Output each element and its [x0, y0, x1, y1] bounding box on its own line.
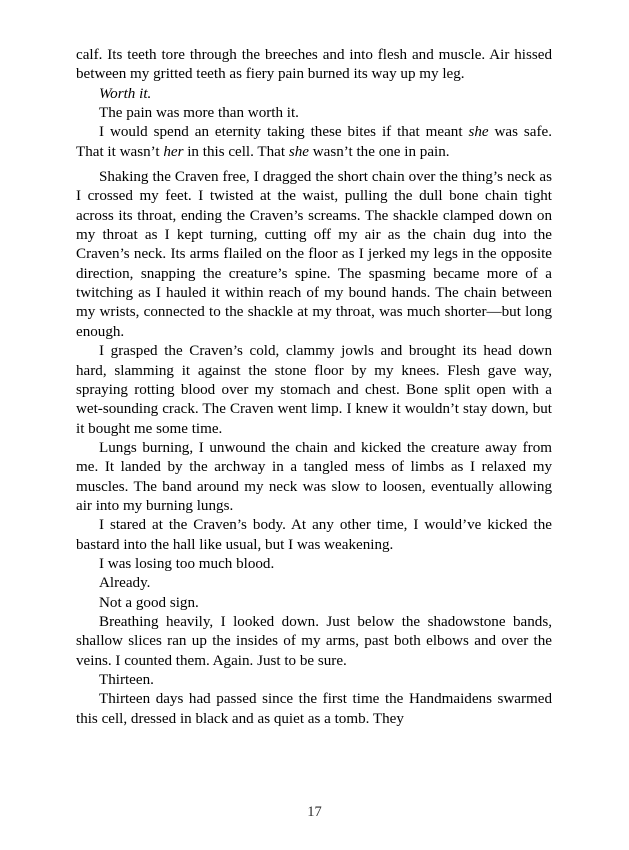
body-text: was safe. That it wasn’t — [76, 124, 553, 160]
body-paragraph — [76, 85, 552, 104]
body-text: I stared at the Craven’s body. At any other time, I would’ve kicked the bastard into the hall like usual, but I was weakening. — [76, 517, 552, 553]
body-text: calf. Its teeth tore through the breeches and into flesh and muscle. Air hissed between my gritted teeth as fiery pain burned its way up my leg. — [76, 47, 552, 83]
body-text: wasn’t the one in pain. — [308, 143, 450, 160]
page-text-column — [76, 46, 552, 729]
body-paragraph — [76, 671, 552, 690]
body-text: Shaking the Craven free, I dragged the short chain over the thing’s neck as I crossed my feet. I twisted at the waist, pulling the dull bone chain tight across its throat, ending the Craven’s screams. The shackle clamped down on my throat as I kept turning, cutting off my air as the chain dug into the Craven’s neck. Its arms flailed on the floor as I jerked my legs in the opposite direction, snapping the creature’s spine. The spasming became more of a twitching as I hauled it within reach of my bound hands. The chain between my wrists, connected to the shackle at my throat, was much shorter—but long enough. — [76, 169, 552, 340]
body-paragraph — [76, 574, 552, 593]
body-text: Thirteen days had passed since the first time the Handmaidens swarmed this cell, dressed in black and as quiet as a tomb. They — [76, 691, 552, 727]
body-text: I was losing too much blood. — [99, 555, 275, 572]
body-text: Breathing heavily, I looked down. Just below the shadowstone bands, shallow slices ran up the insides of my arms, past both elbows and over the veins. I counted them. Again. Just to be sure. — [76, 613, 552, 669]
body-paragraph — [76, 594, 552, 613]
body-text: Lungs burning, I unwound the chain and kicked the creature away from me. It landed by the archway in a tangled mess of limbs as I relaxed my muscles. The band around my neck was slow to loosen, eventually allowing air into my burning lungs. — [76, 439, 552, 514]
body-paragraph — [76, 516, 552, 555]
body-text: I would spend an eternity taking these bites if that meant — [99, 124, 469, 141]
body-text: Not a good sign. — [99, 594, 199, 611]
body-paragraph — [76, 168, 552, 342]
body-paragraph — [76, 104, 552, 123]
body-text: The pain was more than worth it. — [99, 105, 299, 122]
emphasis-text: she — [288, 143, 309, 160]
body-paragraph — [76, 439, 552, 516]
emphasis-text: she — [468, 124, 489, 141]
emphasis-text: her — [163, 143, 184, 160]
body-paragraph — [76, 342, 552, 439]
body-paragraph — [76, 123, 552, 162]
body-paragraph — [76, 46, 552, 85]
body-text: I grasped the Craven’s cold, clammy jowls and brought its head down hard, slamming it against the stone floor by my knees. Flesh gave way, spraying rotting blood over my stomach and chest. Bone split open with a wet-sounding crack. The Craven went limp. I knew it wouldn’t stay down, but it bought me some time. — [76, 343, 552, 437]
body-paragraph — [76, 555, 552, 574]
body-text: Thirteen. — [99, 672, 154, 688]
body-text: Already. — [99, 575, 151, 592]
body-paragraph — [76, 690, 552, 729]
emphasis-text: Worth it. — [99, 85, 152, 102]
page-number: 17 — [307, 804, 322, 820]
body-paragraph — [76, 613, 552, 671]
body-text: in this cell. That — [183, 143, 289, 160]
